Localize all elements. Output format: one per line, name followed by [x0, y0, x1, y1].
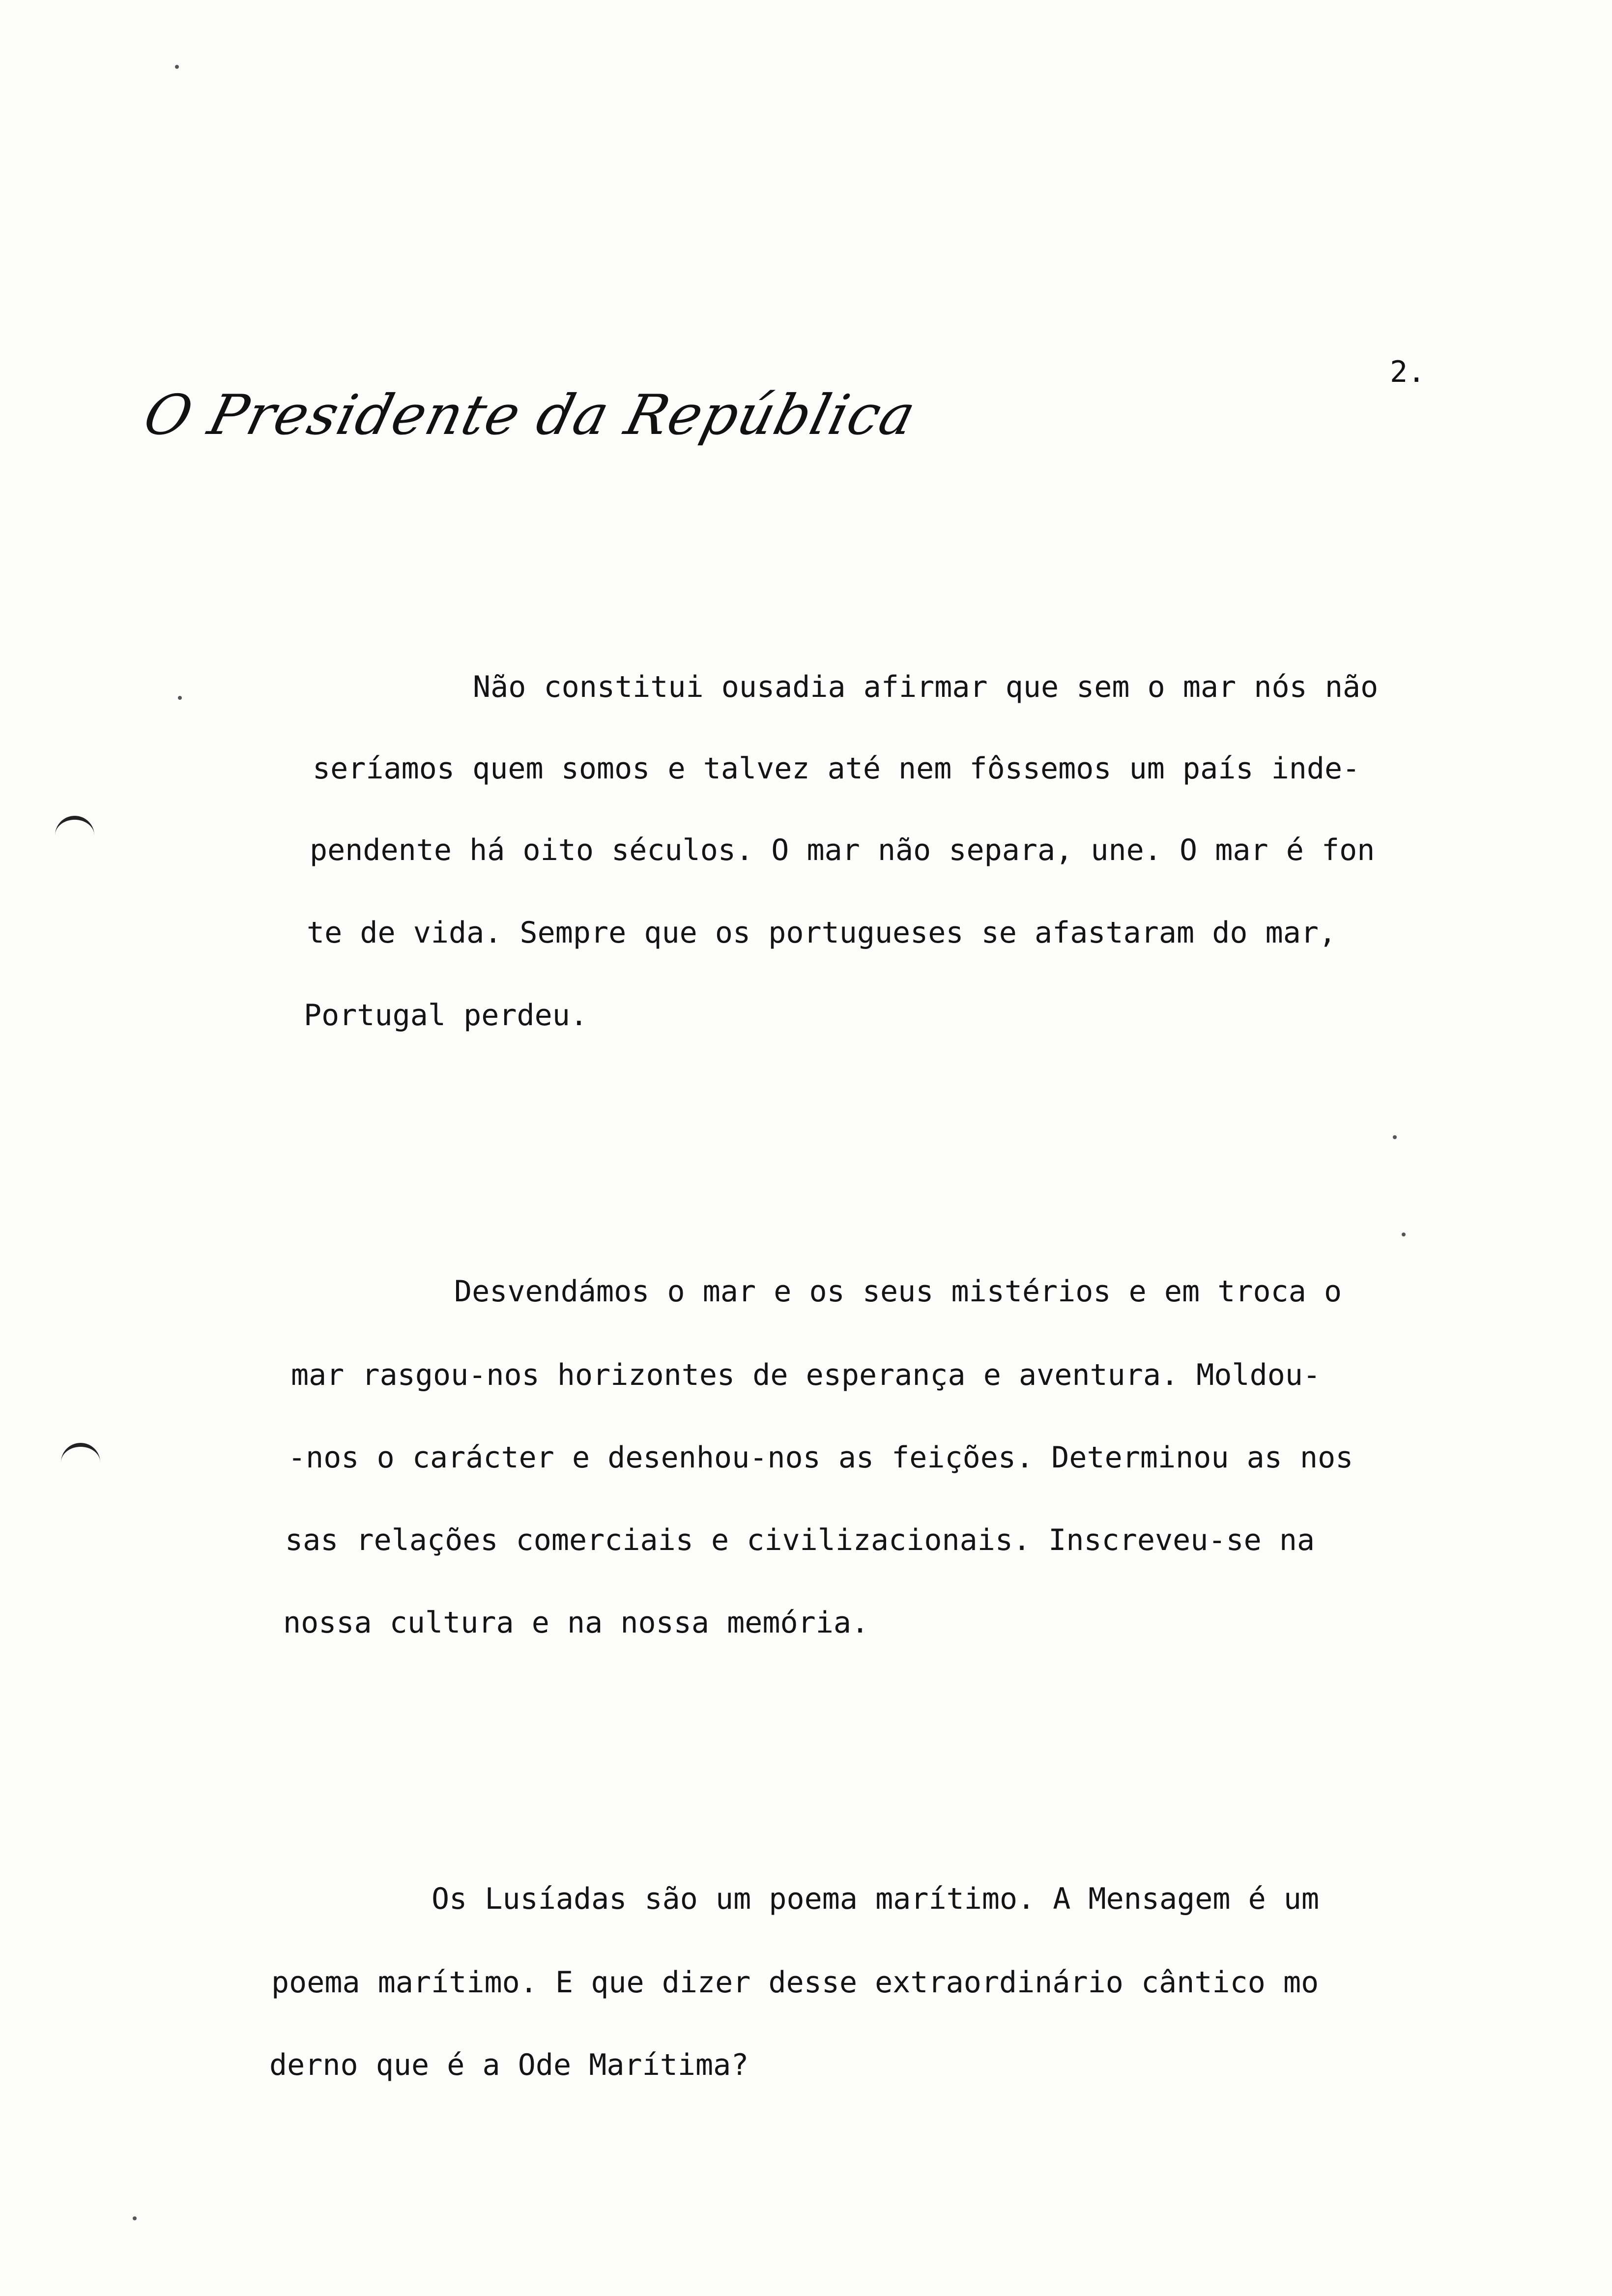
paragraph-line: pendente há oito séculos. O mar não separa, une. O mar é fon [310, 833, 1375, 867]
page-number: 2. [1390, 355, 1426, 389]
paragraph-line: sas relações comerciais e civilizacionais. Inscreveu-se na [285, 1523, 1315, 1557]
paragraph-line: Os Lusíadas são um poema marítimo. A Mensagem é um [432, 1882, 1320, 1916]
paragraph-line: -nos o carácter e desenhou-nos as feições. Determinou as nos [288, 1440, 1353, 1475]
scan-speck [1393, 1135, 1397, 1139]
punch-hole-mark [61, 1443, 100, 1466]
paragraph-line: derno que é a Ode Marítima? [269, 2048, 749, 2082]
paragraph-line: te de vida. Sempre que os portugueses se afastaram do mar, [307, 916, 1337, 950]
paragraph-line: Não constitui ousadia afirmar que sem o mar nós não [473, 670, 1379, 704]
scan-speck [1402, 1233, 1406, 1236]
punch-hole-mark [55, 816, 94, 839]
paragraph-line: mar rasgou-nos horizontes de esperança e aventura. Moldou- [291, 1358, 1321, 1392]
scan-speck [178, 696, 182, 700]
letterhead-signature: O Presidente da República [138, 383, 922, 447]
scan-speck [175, 65, 179, 69]
paragraph-line: seríamos quem somos e talvez até nem fôssemos um país inde- [313, 751, 1360, 786]
scan-speck [133, 2216, 137, 2220]
paragraph-line: poema marítimo. E que dizer desse extraordinário cântico mo [271, 1965, 1319, 2000]
paragraph-line: Desvendámos o mar e os seus mistérios e em troca o [454, 1274, 1342, 1309]
paragraph-line: Portugal perdeu. [304, 998, 588, 1033]
paragraph-line: nossa cultura e na nossa memória. [283, 1606, 869, 1640]
